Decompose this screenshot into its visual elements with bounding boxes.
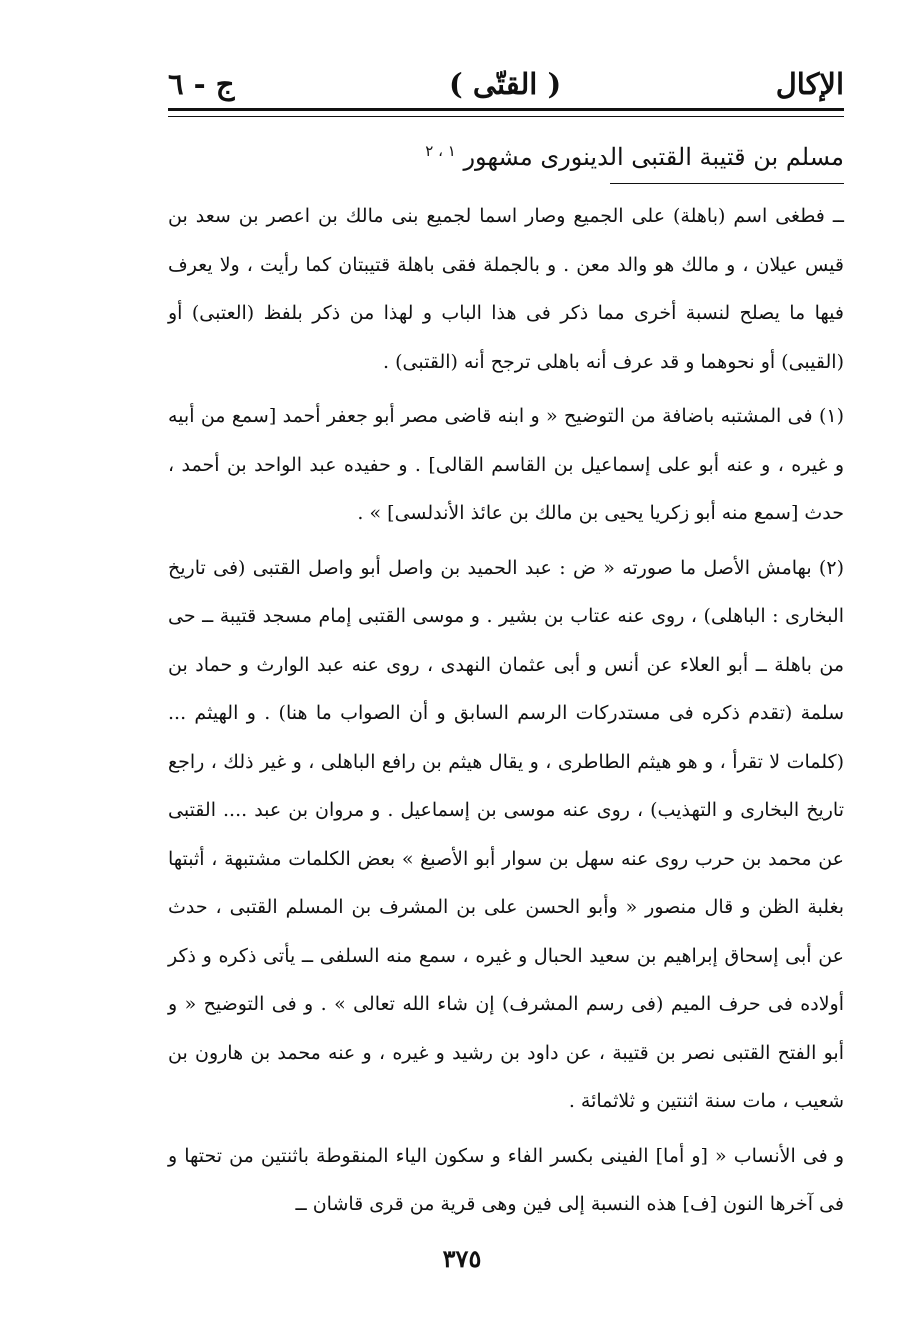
header-rule-thin: [168, 116, 844, 117]
footnote-2: (٢) بهامش الأصل ما صورته « ض : عبد الحميد بن واصل أبو واصل القتبى (فى تاريخ البخارى : الباهلى) ، روى عنه عتاب بن بشير . و موسى القتبى إمام مسجد قتيبة ــ حى من باهلة ــ أبو العلاء عن أنس و أبى عثمان النهدى ، روى عنه عبد الوارث و حماد بن سلمة (تقدم ذكره فى مستدركات الرسم السابق و أن الصواب ما هنا) . و الهيثم ... (كلمات لا تقرأ ، و هو هيثم الطاطرى ، و يقال هيثم بن رافع الباهلى ، و غير ذلك ، راجع تاريخ البخارى و التهذيب) ، روى عنه موسى بن إسماعيل . و مروان بن عبد .... القتبى عن محمد بن حرب روى عنه سهل بن سوار أبو الأصبغ » بعض الكلمات مشتبهة ، أثبتها بغلبة الظن و قال منصور « وأبو الحسن على بن المشرف بن المسلم القتبى ، حدث عن أبى إسحاق إبراهيم بن سعيد الحبال و غيره ، سمع منه السلفى ــ يأتى ذكره و ذكر أولاده فى حرف الميم (فى رسم المشرف) إن شاء الله تعالى » . و فى التوضيح « و أبو الفتح القتبى نصر بن قتيبة ، عن داود بن رشيد و غيره ، و عنه محمد بن هارون بن شعيب ، مات سنة اثنتين و ثلاثمائة .: [168, 556, 844, 1112]
entry-text: مسلم بن قتيبة القتبى الدينورى مشهور: [463, 143, 844, 171]
running-header: [168, 62, 844, 106]
book-title: الإكال: [775, 67, 844, 101]
volume-number: ج - ٦: [168, 67, 235, 101]
header-rule: [168, 108, 844, 111]
footnotes-block: [168, 192, 844, 1229]
main-text-entry: [168, 132, 844, 182]
footnote-continuation: ــ فطغى اسم (باهلة) على الجميع وصار اسما لجميع بنى مالك بن اعصر بن سعد بن قيس عيلان ، و مالك هو والد معن . و بالجملة فقى باهلة قتيبتان كما رأيت ، ولا يعرف فيها ما يصلح لنسبة أخرى مما ذكر فى هذا الباب و لهذا من ذكر بلفظ (العتبى) أو (القيبى) أو نحوهما و قد عرف أنه باهلى ترجح أنه (القتبى) .: [168, 205, 844, 373]
page-number: ٣٧٥: [442, 1244, 482, 1273]
footnote-1: (١) فى المشتبه باضافة من التوضيح « و ابنه قاضى مصر أبو جعفر أحمد [سمع من أبيه و غيره ، و عنه أبو على إسماعيل بن القاسم القالى] . و حفيده عبد الواحد بن أحمد ، حدث [سمع منه أبو زكريا يحيى بن مالك بن عائذ الأندلسى] » .: [168, 405, 844, 524]
footnote-ansab: و فى الأنساب « [و أما] الفينى بكسر الفاء و سكون الياء المنقوطة باثنتين من تحتها و فى آخرها النون [ف] هذه النسبة إلى فين وهى قرية من قرى قاشان ــ: [168, 1144, 844, 1215]
section-title: ( القتّى ): [449, 67, 562, 101]
footnote-references: ١ ، ٢: [425, 142, 456, 160]
footnote-separator: [610, 183, 844, 184]
